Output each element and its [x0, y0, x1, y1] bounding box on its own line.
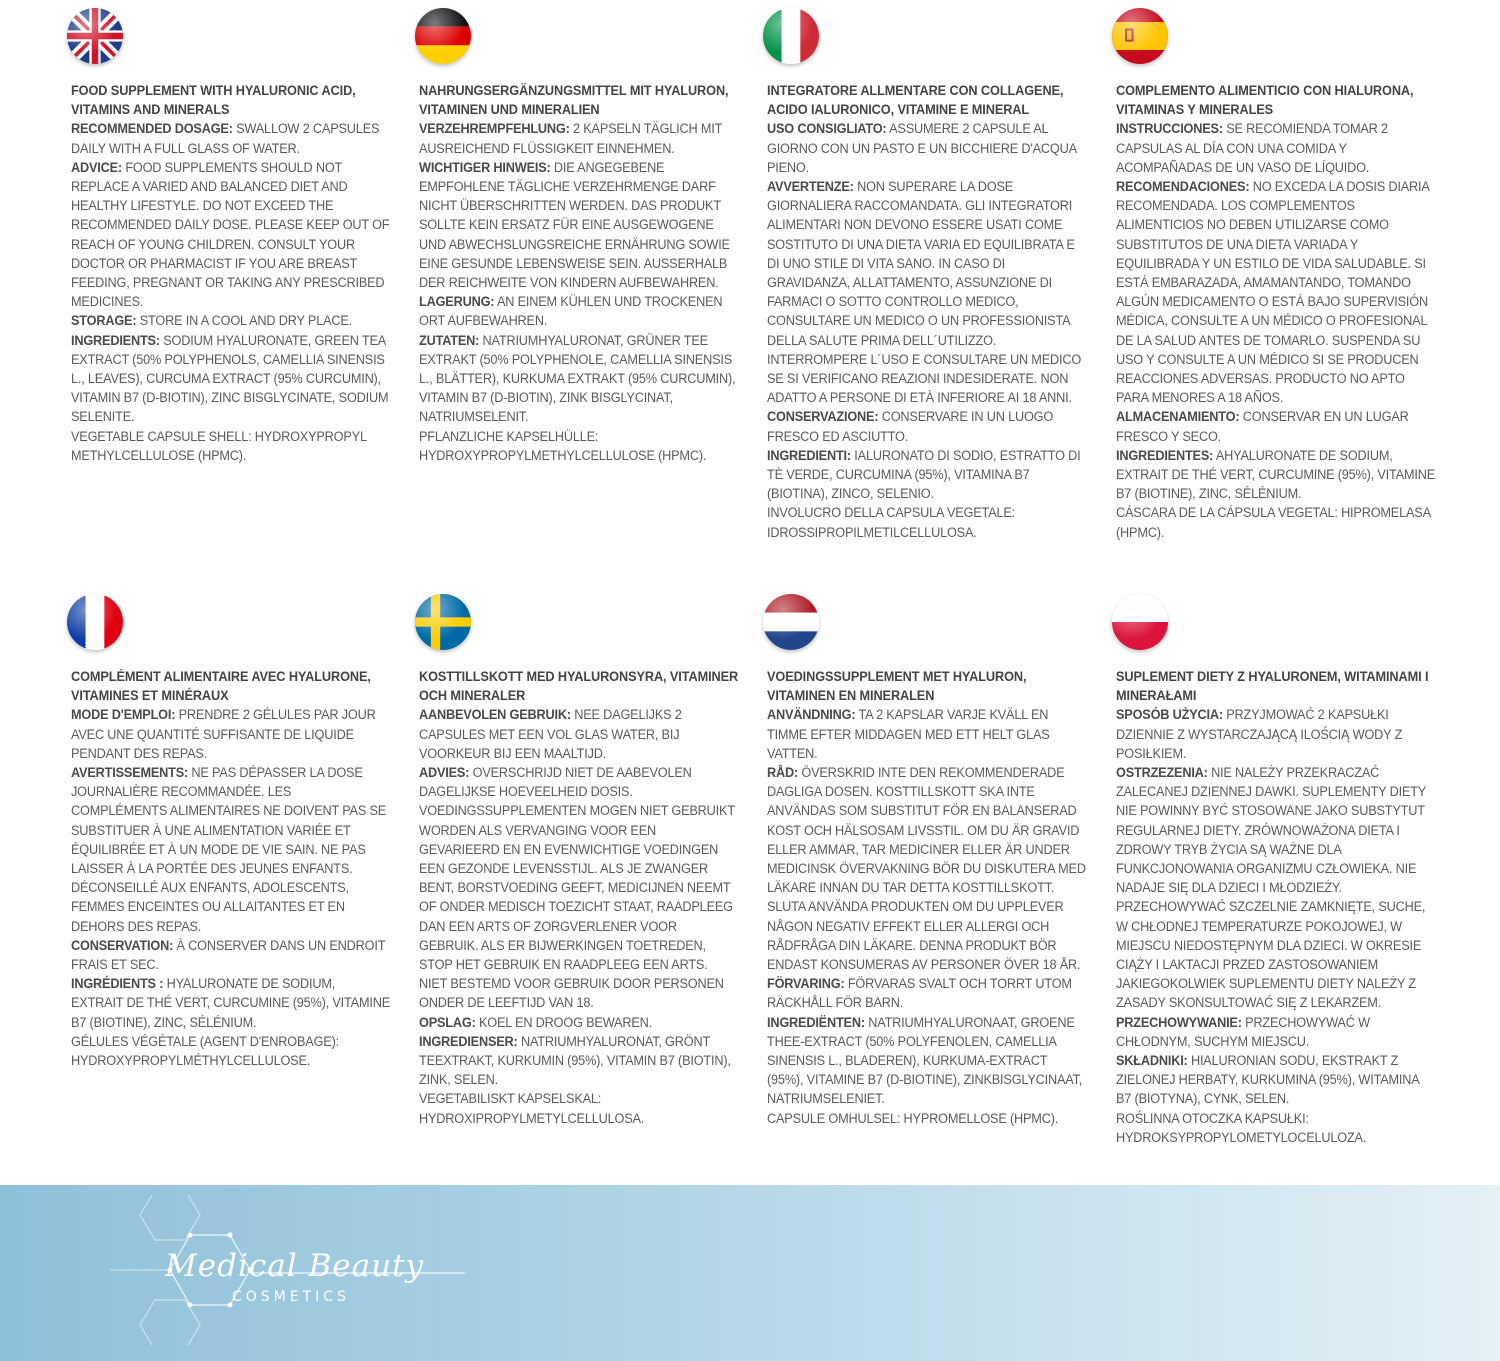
- brand-logo-subtitle: COSMETICS: [232, 1289, 350, 1305]
- card-title: KOSTTILLSKOTT MED HYALURONSYRA, VITAMINER OCH MINERALER: [419, 669, 739, 704]
- card-title: NAHRUNGSERGÄNZUNGSMITTEL MIT HYALURON, VITAMINEN UND MINERALIEN: [419, 83, 729, 118]
- card-french: [71, 594, 391, 1070]
- card-swedish: [419, 594, 739, 1128]
- france-flag-icon: [67, 594, 123, 650]
- card-title: VOEDINGSSUPPLEMENT MET HYALURON, VITAMINEN EN MINERALEN: [767, 669, 1027, 704]
- sweden-flag-icon: [415, 594, 471, 650]
- card-body: ANVÄNDNING: TA 2 KAPSLAR VARJE KVÄLL EN TIMME EFTER MIDDAGEN MED ETT HELT GLAS VATTEN. RÅD: ÖVERSKRID INTE DEN REKOMMENDERADE DAGLIGA DOSEN. KOSTTILLSKOTT SKA INTE ANVÄNDAS SOM SUBSTITUT FÖR EN BALANSERAD KOST OCH HÄLSOSAM LIVSSTIL. OM DU ÄR GRAVID ELLER AMMAR, TAR MEDICINER ELLER ÄR UNDER MEDICINSK ÖVERVAKNING BÖR DU DISKUTERA MED LÄKARE INNAN DU TAR DETTA KOSTTILLSKOTT. SLUTA ANVÄNDA PRODUKTEN OM DU UPPLEVER NÅGON NEGATIV EFFEKT ELLER ALLERGI OCH RÅDFRÅGA DIN LÄKARE. DENNA PRODUKT BÖR ENDAST KONSUMERAS AV PERSONER ÖVER 18 ÅR. FÖRVARING: FÖRVARAS SVALT OCH TORRT UTOM RÄCKHÅLL FÖR BARN. INGREDIËNTEN: NATRIUMHYALURONAAT, GROENE THEE-EXTRACT (50% POLYFENOLEN, CAMELLIA SINENSIS L., BLADEREN), KURKUMA-EXTRACT (95%), VITAMINE B7 (D-BIOTINE), ZINKBISGLYCINAAT, NATRIUMSELENIET. CAPSULE OMHULSEL: HYPROMELLOSE (HPMC).: [767, 707, 1086, 1126]
- card-title: INTEGRATORE ALLMENTARE CON COLLAGENE, ACIDO IALURONICO, VITAMINE E MINERAL: [767, 83, 1064, 118]
- card-title: COMPLÉMENT ALIMENTAIRE AVEC HYALURONE, VITAMINES ET MINÉRAUX: [71, 669, 371, 704]
- italy-flag-icon: [763, 8, 819, 64]
- card-title: SUPLEMENT DIETY Z HYALURONEM, WITAMINAMI I MINERAŁAMI: [1116, 669, 1429, 704]
- card-dutch: [767, 594, 1087, 1128]
- spain-flag-icon: [1112, 8, 1168, 64]
- germany-flag-icon: [415, 8, 471, 64]
- card-body: VERZEHREMPFEHLUNG: 2 KAPSELN TÄGLICH MIT AUSREICHEND FLÜSSIGKEIT EINNEHMEN. WICHTIGER HINWEIS: DIE ANGEGEBENE EMPFOHLENE TÄGLICHE VERZEHRMENGE DARF NICHT ÜBERSCHRITTEN WERDEN. DAS PRODUKT SOLLTE KEIN ERSATZ FÜR EINE AUSGEWOGENE UND ABWECHSLUNGSREICHE ERNÄHRUNG SOWIE EINE GESUNDE LEBENSWEISE SEIN. AUSSERHALB DER REICHWEITE VON KINDERN AUFBEWAHREN. LAGERUNG: AN EINEM KÜHLEN UND TROCKENEN ORT AUFBEWAHREN. ZUTATEN: NATRIUMHYALURONAT, GRÜNER TEE EXTRAKT (50% POLYPHENOLE, CAMELLIA SINENSIS L., BLÄTTER), KURKUMA EXTRAKT (95% CURCUMIN), VITAMIN B7 (D-BIOTIN), ZINK BISGLYCINAT, NATRIUMSELENIT. PFLANZLICHE KAPSELHÜLLE: HYDROXYPROPYLMETHYLCELLULOSE (HPMC).: [419, 121, 736, 463]
- card-title: FOOD SUPPLEMENT WITH HYALURONIC ACID, VITAMINS AND MINERALS: [71, 83, 356, 118]
- card-body: AANBEVOLEN GEBRUIK: NEE DAGELIJKS 2 CAPSULES MET EEN VOL GLAS WATER, BIJ VOORKEUR BIJ EEN MAALTIJD. ADVIES: OVERSCHRIJD NIET DE AABEVOLEN DAGELIJKSE HOEVEELHEID DOSIS. VOEDINGSSUPPLEMENTEN MOGEN NIET GEBRUIKT WORDEN ALS VERVANGING VOOR EEN GEVARIEERD EN EN EVENWICHTIGE VOEDINGEN EEN GEZONDE LEVENSSTIJL. ALS JE ZWANGER BENT, BORSTVOEDING GEEFT, MEDICIJNEN NEEMT OF ONDER MEDISCH TOEZICHT STAAT, RAADPLEEG DAN EEN ARTS OF ZORGVERLENER VOOR GEBRUIK. ALS ER BIJWERKINGEN TOETREDEN, STOP HET GEBRUIK EN RAADPLEEG EEN ARTS. NIET BESTEMD VOOR GEBRUIK DOOR PERSONEN ONDER DE LEEFTIJD VAN 18. OPSLAG: KOEL EN DROOG BEWAREN. INGREDIENSER: NATRIUMHYALURONAT, GRÖNT TEEXTRAKT, KURKUMIN (95%), VITAMIN B7 (BIOTIN), ZINK, SELEN. VEGETABILISKT KAPSELSKAL: HYDROXIPROPYLMETYLCELLULOSA.: [419, 707, 735, 1126]
- card-body: MODE D'EMPLOI: PRENDRE 2 GÉLULES PAR JOUR AVEC UNE QUANTITÉ SUFFISANTE DE LIQUIDE PENDANT DES REPAS. AVERTISSEMENTS: NE PAS DÉPASSER LA DOSE JOURNALIÈRE RECOMMANDÉE. LES COMPLÉMENTS ALIMENTAIRES NE DOIVENT PAS SE SUBSTITUER À UNE ALIMENTATION VARIÉE ET ÉQUILIBRÉE ET À UN MODE DE VIE SAIN. NE PAS LAISSER À LA PORTÉE DES JEUNES ENFANTS. DÉCONSEILLÉ AUX ENFANTS, ADOLESCENTS, FEMMES ENCEINTES OU ALLAITANTES ET EN DEHORS DES REPAS. CONSERVATION: À CONSERVER DANS UN ENDROIT FRAIS ET SEC. INGRÉDIENTS : HYALURONATE DE SODIUM, EXTRAIT DE THÉ VERT, CURCUMINE (95%), VITAMINE B7 (BIOTINE), ZINC, SÉLÉNIUM. GÉLULES VÉGÉTALE (AGENT D'ENROBAGE): HYDROXYPROPYLMÉTHYLCELLULOSE.: [71, 707, 391, 1069]
- brand-logo-text: Medical Beauty: [165, 1248, 425, 1284]
- card-body: INSTRUCCIONES: SE RECOMIENDA TOMAR 2 CAPSULAS AL DÍA CON UNA COMIDA Y ACOMPAÑADAS DE UN VASO DE LÍQUIDO. RECOMENDACIONES: NO EXCEDA LA DOSIS DIARIA RECOMENDADA. LOS COMPLEMENTOS ALIMENTICIOS NO DEBEN UTILIZARSE COMO SUBSTITUTOS DE UNA DIETA VARIADA Y EQUILIBRADA Y UN ESTILO DE VIDA SALUDABLE. SI ESTÁ EMBARAZADA, AMAMANTANDO, TOMANDO ALGÚN MEDICAMENTO O ESTÁ BAJO SUPERVISIÓN MÉDICA, CONSULTE A UN MÉDICO O PROFESIONAL DE LA SALUD ANTES DE TOMARLO. SUSPENDA SU USO Y CONSULTE A UN MÉDICO SI SE PRODUCEN REACCIONES ADVERSAS. PRODUCTO NO APTO PARA MENORES A 18 AÑOS. ALMACENAMIENTO: CONSERVAR EN UN LUGAR FRESCO Y SECO. INGREDIENTES: AHYALURONATE DE SODIUM, EXTRAIT DE THÉ VERT, CURCUMINE (95%), VITAMINE B7 (BIOTINE), ZINC, SÉLÉNIUM. CÁSCARA DE LA CÁPSULA VEGETAL: HIPROMELASA (HPMC).: [1116, 121, 1436, 540]
- card-title: COMPLEMENTO ALIMENTICIO CON HIALURONA, VITAMINAS Y MINERALES: [1116, 83, 1414, 118]
- card-polish: [1116, 594, 1436, 1147]
- card-english: [71, 8, 391, 465]
- poland-flag-icon: [1112, 594, 1168, 650]
- netherlands-flag-icon: [763, 594, 819, 650]
- card-body: USO CONSIGLIATO: ASSUMERE 2 CAPSULE AL GIORNO CON UN PASTO E UN BICCHIERE D'ACQUA PIENO. AVVERTENZE: NON SUPERARE LA DOSE GIORNALIERA RACCOMANDATA. GLI INTEGRATORI ALIMENTARI NON DEVONO ESSERE USATI COME SOSTITUTO DI UNA DIETA VARIA ED EQUILIBRATA E DI UNO STILE DI VITA SANO. IN CASO DI GRAVIDANZA, ALLATTAMENTO, ASSUNZIONE DI FARMACI O SOTTO CONTROLLO MEDICO, CONSULTARE UN MEDICO O UN PROFESSIONISTA DELLA SALUTE PRIMA DELL´UTILIZZO. INTERROMPERE L´USO E CONSULTARE UN MEDICO SE SI VERIFICANO REAZIONI INDESIDERATE. NON ADATTO A PERSONE DI ETÀ INFERIORE AI 18 ANNI. CONSERVAZIONE: CONSERVARE IN UN LUOGO FRESCO ED ASCIUTTO. INGREDIENTI: IALURONATO DI SODIO, ESTRATTO DI TÈ VERDE, CURCUMINA (95%), VITAMINA B7 (BIOTINA), ZINCO, SELENIO. INVOLUCRO DELLA CAPSULA VEGETALE: IDROSSIPROPILMETILCELLULOSA.: [767, 121, 1082, 540]
- card-body: SPOSÓB UŻYCIA: PRZYJMOWAĆ 2 KAPSUŁKI DZIENNIE Z WYSTARCZAJĄCĄ ILOŚCIĄ WODY Z POSIŁKIEM. OSTRZEZENIA: NIE NALEŻY PRZEKRACZAĆ ZALECANEJ DZIENNEJ DAWKI. SUPLEMENTY DIETY NIE POWINNY BYĆ STOSOWANE JAKO SUBSTYTUT REGULARNEJ DIETY. ZRÓWNOWAŻONA DIETA I ZDROWY TRYB ŻYCIA SĄ WAŻNE DLA FUNKCJONOWANIA ORGANIZMU CZŁOWIEKA. NIE NADAJE SIĘ DLA DZIECI I MŁODZIEŻY. PRZECHOWYWAĆ SZCZELNIE ZAMKNIĘTE, SUCHE, W CHŁODNEJ TEMPERATURZE POKOJOWEJ, W MIEJSCU NIEDOSTĘPNYM DLA DZIECI. W OKRESIE CIĄŻY I LAKTACJI PRZED ZASTOSOWANIEM JAKIEGOKOLWIEK SUPLEMENTU DIETY NALEŻY Z ZASADY SKONSULTOWAĆ SIĘ Z LEKARZEM. PRZECHOWYWANIE: PRZECHOWYWAĆ W CHŁODNYM, SUCHYM MIEJSCU. SKŁADNIKI: HIALURONIAN SODU, EKSTRAKT Z ZIELONEJ HERBATY, KURKUMINA (95%), WITAMINA B7 (BIOTYNA), CYNK, SELEN. ROŚLINNA OTOCZKA KAPSUŁKI: HYDROKSYPROPYLOMETYLOCELULOZA.: [1116, 707, 1426, 1145]
- uk-flag-icon: [67, 8, 123, 64]
- card-german: [419, 8, 739, 465]
- card-body: RECOMMENDED DOSAGE: SWALLOW 2 CAPSULES DAILY WITH A FULL GLASS OF WATER. ADVICE: FOOD SUPPLEMENTS SHOULD NOT REPLACE A VARIED AND BALANCED DIET AND HEALTHY LIFESTYLE. DO NOT EXCEED THE RECOMMENDED DAILY DOSE. PLEASE KEEP OUT OF REACH OF YOUNG CHILDREN. CONSULT YOUR DOCTOR OR PHARMACIST IF YOU ARE BREAST FEEDING, PREGNANT OR TAKING ANY PRESCRIBED MEDICINES. STORAGE: STORE IN A COOL AND DRY PLACE. INGREDIENTS: SODIUM HYALURONATE, GREEN TEA EXTRACT (50% POLYPHENOLS, CAMELLIA SINENSIS L., LEAVES), CURCUMA EXTRACT (95% CURCUMIN), VITAMIN B7 (D-BIOTIN), ZINC BISGLYCINATE, SODIUM SELENITE. VEGETABLE CAPSULE SHELL: HYDROXYPROPYL METHYLCELLULOSE (HPMC).: [71, 121, 390, 463]
- card-italian: [767, 8, 1087, 542]
- card-spanish: [1116, 8, 1436, 542]
